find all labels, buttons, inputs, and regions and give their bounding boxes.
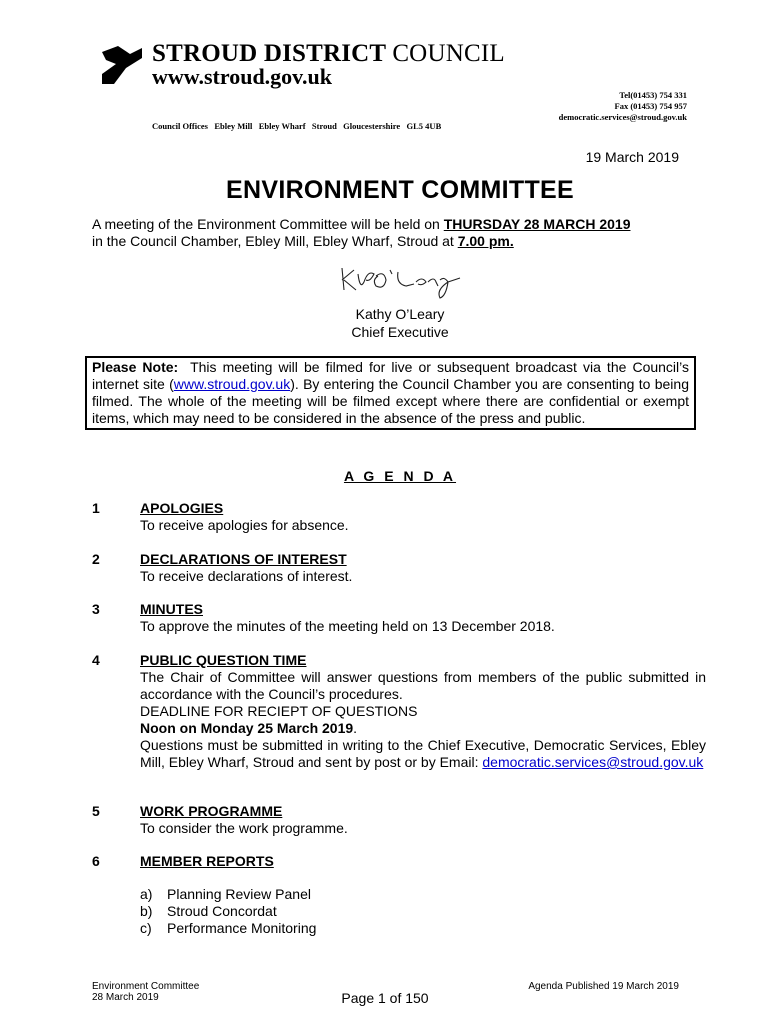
item-heading: MINUTES: [140, 601, 203, 617]
item-number: 6: [92, 853, 100, 869]
signer-block: [0, 305, 770, 341]
item-heading: PUBLIC QUESTION TIME: [140, 652, 307, 668]
item-number: 4: [92, 652, 100, 668]
item-number: 3: [92, 601, 100, 617]
list-item: c) Performance Monitoring: [140, 920, 317, 936]
signer-role: Chief Executive: [351, 324, 449, 340]
meeting-time: 7.00 pm.: [457, 233, 514, 249]
council-address: Council Offices Ebley Mill Ebley Wharf Stroud Gloucestershire GL5 4UB: [152, 121, 442, 131]
footer-published: Agenda Published 19 March 2019: [528, 981, 679, 992]
meeting-intro: A meeting of the Environment Committee will be held on THURSDAY 28 MARCH 2019 in the Council Chamber, Ebley Mill, Ebley Wharf, Stroud at 7.00 pm.: [92, 216, 631, 249]
council-name: STROUD DISTRICT COUNCIL: [152, 40, 505, 67]
item-heading: WORK PROGRAMME: [140, 803, 283, 819]
meeting-date: THURSDAY 28 MARCH 2019: [443, 216, 631, 232]
contact-details: [559, 90, 687, 123]
footer-meeting-date: 28 March 2019: [92, 992, 159, 1003]
agenda-item-member-reports: [92, 853, 706, 870]
item-text: To receive declarations of interest.: [140, 568, 353, 584]
item-text: To receive apologies for absence.: [140, 517, 349, 533]
deadline-label: DEADLINE FOR RECIEPT OF QUESTIONS: [140, 703, 418, 719]
council-logo-icon: [100, 44, 144, 84]
item-heading: DECLARATIONS OF INTEREST: [140, 551, 347, 567]
agenda-heading: A G E N D A: [343, 468, 457, 484]
email-link[interactable]: democratic.services@stroud.gov.uk: [482, 754, 704, 770]
page-number: Page 1 of 150: [341, 990, 429, 1006]
phone-number: Tel(01453) 754 331: [619, 90, 687, 100]
list-item: b) Stroud Concordat: [140, 903, 277, 919]
item-text: The Chair of Committee will answer questions from members of the public submitted in accordance with the Council’s procedures.: [140, 669, 706, 702]
document-date: 19 March 2019: [585, 149, 679, 165]
agenda-item-apologies: [92, 500, 706, 534]
fax-number: Fax (01453) 754 957: [614, 101, 687, 111]
signature-image: [336, 260, 466, 300]
filming-notice: Please Note: This meeting will be filmed for live or subsequent broadcast via the Council’s internet site (www.stroud.gov.uk). By entering the Council Chamber you are consenting to being filmed. The whole of the meeting will be filmed except where there are confidential or exempt items, which may need to be considered in the absence of the press and public.: [85, 356, 696, 430]
item-text: To approve the minutes of the meeting held on 13 December 2018.: [140, 618, 555, 634]
member-reports-list: [140, 886, 316, 937]
website-link[interactable]: www.stroud.gov.uk: [173, 376, 291, 392]
council-website[interactable]: www.stroud.gov.uk: [152, 64, 332, 89]
deadline-time: Noon on Monday 25 March 2019: [140, 720, 354, 736]
page-title: ENVIRONMENT COMMITTEE: [226, 176, 574, 204]
item-heading: APOLOGIES: [140, 500, 224, 516]
agenda-item-work-programme: [92, 803, 706, 837]
footer-committee: Environment Committee: [92, 981, 200, 992]
agenda-item-minutes: [92, 601, 706, 635]
signer-name: Kathy O’Leary: [355, 306, 445, 322]
item-number: 2: [92, 551, 100, 567]
item-heading: MEMBER REPORTS: [140, 853, 274, 869]
submission-text: Questions must be submitted in writing to the Chief Executive, Democratic Services, Ebley Mill, Ebley Wharf, Stroud and sent by post or by Email:: [140, 737, 706, 770]
agenda-item-declarations: [92, 551, 706, 585]
list-item: a) Planning Review Panel: [140, 886, 311, 902]
contact-email[interactable]: democratic.services@stroud.gov.uk: [558, 112, 687, 122]
notice-label: Please Note:: [92, 359, 179, 375]
agenda-item-public-questions: 4 PUBLIC QUESTION TIME The Chair of Committee will answer questions from members of the public submitted in accordance with the Council’s procedures. DEADLINE FOR RECIEPT OF QUESTIONS Noon on Monday 25 March 2019. Questions must be submitted in writing to the Chief Executive, Democratic Services, Ebley Mill, Ebley Wharf, Stroud and sent by post or by Email: democratic.services@stroud.gov.uk: [92, 652, 706, 770]
item-number: 5: [92, 803, 100, 819]
item-text: To consider the work programme.: [140, 820, 348, 836]
item-number: 1: [92, 500, 100, 516]
